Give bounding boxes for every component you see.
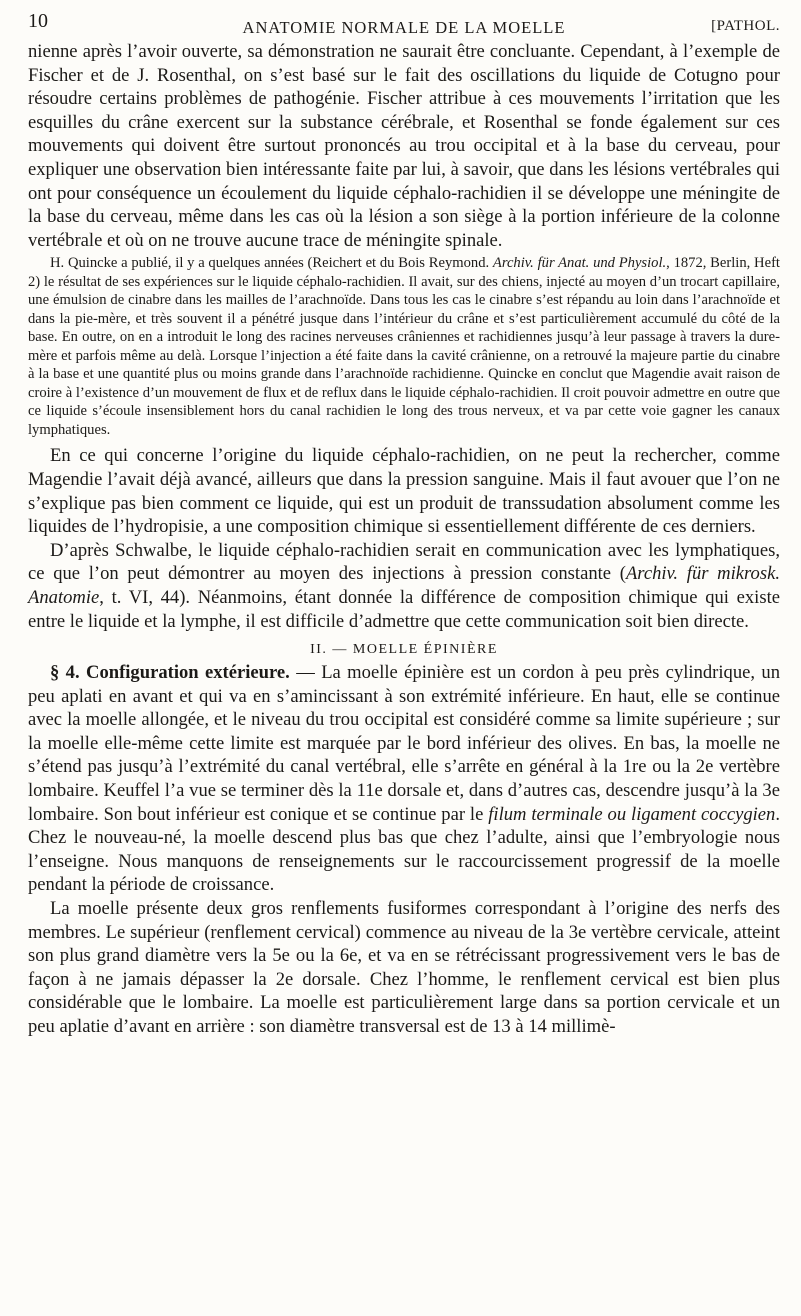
filum-terminale-term: filum terminale ou ligament coccygien [488, 803, 776, 825]
paragraph-configuration [28, 661, 780, 897]
schwalbe-text-a: D’après Schwalbe, le liquide céphalo-rachidien serait en communication avec les lymphatiques, ce que l’on peut démontrer au moyen des injections à pression constante ( [28, 539, 780, 585]
paragraph-schwalbe [28, 539, 780, 633]
section-tag: [PATHOL. [711, 18, 780, 34]
paragraph-continuation: nienne après l’avoir ouverte, sa démonstration ne saurait être concluante. Cependant, à l’exemple de Fischer et de J. Rosenthal, on s’est basé sur le fait des oscillations du liquide de Cotugno pour résoudre certains problèmes de pathogénie. Fischer attribue à ces mouvements l’irritation que les esquilles du crâne exercent sur la substance cérébrale, et Rosenthal se fonde également sur ces mouvements qui doivent être surtout prononcés au trou occipital et à la base du cerveau, pour expliquer une observation bien intéressante faite par lui, à savoir, que dans les lésions vertébrales qui ont pour conséquence un écoulement du liquide céphalo-rachidien il se développe une méningite de la base du cerveau, même dans les cas où la lésion a son siège à la portion inférieure de la colonne vertébrale et où on ne trouve aucune trace de méningite spinale. [28, 41, 780, 251]
paragraph-label: § 4. Configuration extérieure. [50, 662, 290, 684]
footnote-text-b: , 1872, Berlin, Heft 2) le résultat de ses expériences sur le liquide céphalo-rachidien. Il avait, sur des chiens, injecté au moyen d’un trocart capillaire, une émulsion de cinabre dans les mailles de l’arachnoïde. Dans tous les cas le cinabre s’est répandu au loin dans l’arachnoïde et dans la pie-mère, et très souvent il a pénétré jusque dans l’intérieur du crâne et s’est particulièrement accumulé du côté de la base. En outre, on en a introduit le long des racines nerveuses crâniennes et rachidiennes jusqu’à leur passage à travers la dure-mère et parfois même au delà. Lorsque l’injection a été faite dans la cavité crânienne, on a retrouvé la majeure partie du cinabre à la base et une quantité plus ou moins grande dans l’arachnoïde rachidienne. Quincke en conclut que Magendie avait raison de croire à l’existence d’un mouvement de flux et de reflux dans le liquide céphalo-rachidien. Il croit pouvoir admettre en outre que ce liquide s’écoule insensiblement hors du canal rachidien le long des trous nerveux, et va par cette voie gagner les canaux lymphatiques. [28, 255, 780, 438]
configuration-text-a: — La moelle épinière est un cordon à peu près cylindrique, un peu aplati en avant et qui va en s’amincissant à son extrémité inférieure. En haut, elle se continue avec la moelle allongée, et le niveau du trou occipital est considéré comme sa limite supérieure ; sur la moelle elle-même cette limite est marquée par le bord inférieur des olives. En bas, la moelle ne s’étend pas jusqu’à l’extrémité du canal vertébral, elle s’arrête en général à la 1re ou la 2e vertèbre lombaire. Keuffel l’a vue se terminer dès la 11e dorsale et, dans d’autres cas, descendre jusqu’à la 3e lombaire. Son bout inférieur est conique et se continue par le [28, 662, 780, 825]
configuration-text-b: . Chez le nouveau-né, la moelle descend plus bas que chez l’adulte, ainsi que l’embryologie nous l’enseigne. Nous manquons de renseignements sur le raccourcissement progressif de la moelle pendant la période de croissance. [28, 803, 780, 896]
book-page [28, 10, 780, 1039]
paragraph-origin: En ce qui concerne l’origine du liquide céphalo-rachidien, on ne peut la rechercher, comme Magendie l’avait déjà avancé, ailleurs que dans la pression sanguine. Mais il faut avouer que l’on ne s’explique pas bien comment ce liquide, qui est un produit de transsudation absolument comme les liquides de l’hydropisie, a une composition chimique si essentiellement différente de ces derniers. [28, 445, 780, 538]
footnote-quincke [28, 254, 780, 439]
running-header [28, 10, 780, 40]
page-number: 10 [28, 10, 48, 32]
journal-citation: Archiv. für Anat. und Physiol. [492, 255, 667, 272]
schwalbe-text-b: , t. VI, 44). Néanmoins, étant donnée la différence de composition chimique qui existe entre le liquide et la lymphe, il est difficile d’admettre que cette communication soit bien directe. [28, 586, 780, 632]
footnote-text-a: H. Quincke a publié, il y a quelques années (Reichert et du Bois Reymond. [50, 255, 493, 272]
section-heading: II. — MOELLE ÉPINIÈRE [310, 642, 498, 658]
paragraph-renflements: La moelle présente deux gros renflements fusiformes correspondant à l’origine des nerfs des membres. Le supérieur (renflement cervical) commence au niveau de la 3e vertèbre cervicale, atteint son plus grand diamètre vers la 5e ou la 6e, et va en se rétrécissant progressivement vers le bas de façon à ne jamais dépasser la 2e dorsale. Chez l’homme, le renflement cervical est bien plus considérable que le lombaire. La moelle est particulièrement large dans sa portion cervicale et un peu aplatie d’avant en arrière : son diamètre transversal est de 13 à 14 millimè- [28, 898, 780, 1037]
running-title: ANATOMIE NORMALE DE LA MOELLE [242, 18, 566, 37]
journal-citation-2: Archiv. für mikrosk. Anatomie [28, 563, 780, 608]
